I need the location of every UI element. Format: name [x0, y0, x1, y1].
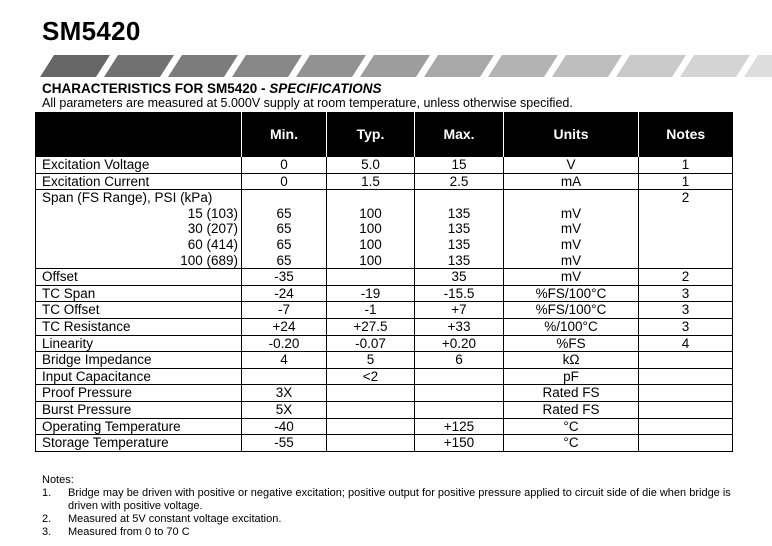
max-cell [415, 401, 504, 418]
notes-cell [639, 418, 733, 435]
table-row [36, 173, 733, 190]
table-row [36, 318, 733, 335]
note-number: 1. [42, 487, 52, 499]
parameter-cell: TC Offset [36, 302, 242, 319]
parameter-cell: Excitation Voltage [36, 157, 242, 174]
table-row [36, 418, 733, 435]
table-row [36, 352, 733, 369]
min-cell: -24 [242, 285, 327, 302]
header-max: Max. [415, 112, 504, 157]
table-row [36, 285, 733, 302]
min-cell [242, 368, 327, 385]
header-stripe-band [0, 55, 772, 77]
parameter-cell: Input Capacitance [36, 368, 242, 385]
typ-cell: -0.07 [327, 335, 415, 352]
note-text: Measured at 5V constant voltage excitation. [68, 513, 282, 525]
header-notes: Notes [639, 112, 733, 157]
span-value: 135 [447, 252, 471, 268]
min-cell: -55 [242, 435, 327, 452]
notes-cell: 4 [639, 335, 733, 352]
units-cell: pF [504, 368, 639, 385]
table-row [36, 302, 733, 319]
typ-cell: +27.5 [327, 318, 415, 335]
max-cell [415, 385, 504, 402]
span-range-label: 15 (103) [187, 205, 238, 221]
units-cell: %FS [504, 335, 639, 352]
table-row [36, 157, 733, 174]
notes-cell: 1 [639, 157, 733, 174]
span-units-cell [504, 190, 639, 269]
note-number: 3. [42, 526, 52, 538]
span-range-label: 100 (689) [180, 252, 238, 268]
span-value: 135 [447, 205, 471, 221]
max-cell: 35 [415, 269, 504, 286]
notes-cell: 2 [639, 269, 733, 286]
typ-cell: 5 [327, 352, 415, 369]
typ-cell [327, 385, 415, 402]
parameter-cell: Excitation Current [36, 173, 242, 190]
stripe-segment [424, 55, 494, 77]
notes-cell [639, 368, 733, 385]
stripe-segment [232, 55, 302, 77]
typ-cell: 1.5 [327, 173, 415, 190]
units-cell: %/100°C [504, 318, 639, 335]
units-cell: °C [504, 418, 639, 435]
table-row [36, 435, 733, 452]
min-cell: -35 [242, 269, 327, 286]
notes-cell: 3 [639, 302, 733, 319]
span-value: 65 [276, 236, 292, 252]
max-cell: 15 [415, 157, 504, 174]
units-cell: %FS/100°C [504, 302, 639, 319]
min-cell: 0 [242, 157, 327, 174]
span-value: 135 [447, 236, 471, 252]
header-parameter [36, 112, 242, 157]
max-cell: +7 [415, 302, 504, 319]
note-item [42, 487, 762, 513]
stripe-segment [616, 55, 686, 77]
span-value: 100 [359, 221, 382, 237]
stripe-segment [552, 55, 622, 77]
parameter-cell: Bridge Impedance [36, 352, 242, 369]
table-row [36, 385, 733, 402]
header-units: Units [504, 112, 639, 157]
min-cell: 0 [242, 173, 327, 190]
stripe-segment [744, 55, 772, 77]
span-row [36, 190, 733, 269]
header-typ: Typ. [327, 112, 415, 157]
span-label: Span (FS Range), PSI (kPa) [42, 190, 213, 206]
span-value: mV [560, 221, 582, 237]
min-cell: +24 [242, 318, 327, 335]
typ-cell: <2 [327, 368, 415, 385]
note-text: Bridge may be driven with positive or negative excitation; positive output for positive pressure applied to circuit side of die when bridge is driven with positive voltage. [68, 487, 731, 512]
span-notes-cell: 2 [639, 190, 733, 269]
stripe-segment [40, 55, 110, 77]
section-heading-text: CHARACTERISTICS FOR SM5420 - [42, 81, 270, 96]
units-cell: %FS/100°C [504, 285, 639, 302]
parameter-cell: Offset [36, 269, 242, 286]
span-min-cell [242, 190, 327, 269]
span-parameter-cell [36, 190, 242, 269]
notes-cell [639, 435, 733, 452]
units-cell: mV [504, 269, 639, 286]
parameter-cell: TC Resistance [36, 318, 242, 335]
typ-cell: 5.0 [327, 157, 415, 174]
span-value: 135 [447, 221, 471, 237]
notes-cell [639, 385, 733, 402]
parameter-cell: Operating Temperature [36, 418, 242, 435]
min-cell: -40 [242, 418, 327, 435]
span-value: 65 [276, 205, 292, 221]
span-range-label: 60 (414) [187, 236, 238, 252]
max-cell: 2.5 [415, 173, 504, 190]
max-cell: +125 [415, 418, 504, 435]
stripe-segment [168, 55, 238, 77]
span-value: 65 [276, 221, 292, 237]
table-row [36, 368, 733, 385]
span-value: 100 [359, 236, 382, 252]
stripe-segment [104, 55, 174, 77]
min-cell: 5X [242, 401, 327, 418]
max-cell: +33 [415, 318, 504, 335]
table-row [36, 401, 733, 418]
span-range-label: 30 (207) [187, 221, 238, 237]
table-header-row [36, 112, 733, 157]
stripe-segment [360, 55, 430, 77]
units-cell: kΩ [504, 352, 639, 369]
typ-cell [327, 269, 415, 286]
typ-cell: -19 [327, 285, 415, 302]
max-cell: -15.5 [415, 285, 504, 302]
span-value: 100 [359, 205, 382, 221]
notes-cell [639, 352, 733, 369]
parameter-cell: Storage Temperature [36, 435, 242, 452]
header-min: Min. [242, 112, 327, 157]
table-row [36, 269, 733, 286]
notes-section [42, 474, 762, 539]
units-cell: Rated FS [504, 401, 639, 418]
span-value: mV [560, 236, 582, 252]
typ-cell [327, 401, 415, 418]
document-title: SM5420 [42, 16, 141, 46]
typ-cell [327, 435, 415, 452]
units-cell: °C [504, 435, 639, 452]
notes-cell [639, 401, 733, 418]
max-cell: +0.20 [415, 335, 504, 352]
min-cell: 4 [242, 352, 327, 369]
section-heading-emphasis: SPECIFICATIONS [269, 81, 382, 96]
typ-cell [327, 418, 415, 435]
units-cell: mA [504, 173, 639, 190]
max-cell: 6 [415, 352, 504, 369]
table-row [36, 335, 733, 352]
min-cell: 3X [242, 385, 327, 402]
specifications-table [35, 112, 733, 452]
min-cell: -0.20 [242, 335, 327, 352]
max-cell: +150 [415, 435, 504, 452]
parameter-cell: Linearity [36, 335, 242, 352]
stripe-segment [488, 55, 558, 77]
note-item [42, 513, 762, 526]
units-cell: Rated FS [504, 385, 639, 402]
span-value: 100 [359, 252, 382, 268]
note-number: 2. [42, 513, 52, 525]
max-cell [415, 368, 504, 385]
span-value: mV [560, 252, 582, 268]
parameter-cell: Proof Pressure [36, 385, 242, 402]
span-value: mV [560, 205, 582, 221]
parameter-cell: TC Span [36, 285, 242, 302]
span-value: 65 [276, 252, 292, 268]
typ-cell: -1 [327, 302, 415, 319]
units-cell: V [504, 157, 639, 174]
note-item [42, 526, 762, 539]
span-typ-cell [327, 190, 415, 269]
section-heading [42, 81, 382, 96]
notes-heading: Notes: [42, 474, 74, 486]
stripe-segment [680, 55, 750, 77]
note-text: Measured from 0 to 70 C [68, 526, 190, 538]
stripe-segment [296, 55, 366, 77]
notes-cell: 3 [639, 318, 733, 335]
parameter-cell: Burst Pressure [36, 401, 242, 418]
span-max-cell [415, 190, 504, 269]
section-subtitle: All parameters are measured at 5.000V supply at room temperature, unless otherwise specified. [42, 96, 573, 110]
notes-cell: 3 [639, 285, 733, 302]
min-cell: -7 [242, 302, 327, 319]
notes-cell: 1 [639, 173, 733, 190]
